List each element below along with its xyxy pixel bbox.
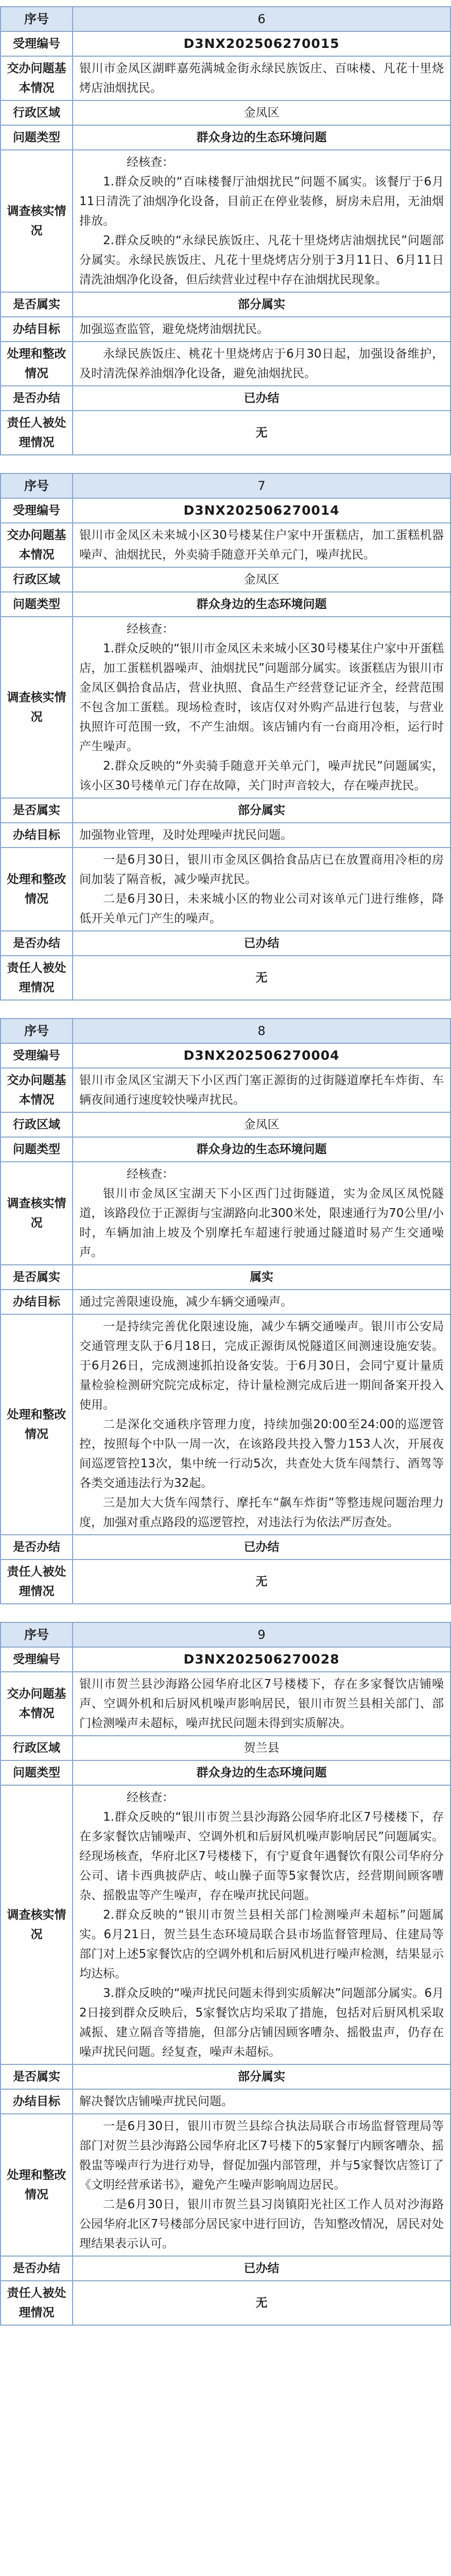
basic-info-value: 银川市金凤区宝湖天下小区西门塞正源街的过街隧道摩托车炸街、车辆夜间通行速度较快噪声扰民。	[73, 1068, 450, 1112]
separator	[0, 0, 451, 6]
investigation-paragraph: 经核查：	[127, 1791, 174, 1804]
seq-row	[1, 473, 450, 498]
case-no-label: 受理编号	[1, 1647, 73, 1672]
accountability-row	[1, 411, 450, 455]
handling-value	[73, 848, 450, 931]
accountability-label: 责任人被处理情况	[1, 1560, 73, 1604]
verified-label: 是否属实	[1, 798, 73, 823]
goal-label: 办结目标	[1, 317, 73, 342]
investigation-paragraph: 1.群众反映的“银川市金凤区未来城小区30号楼某住户家中开蛋糕店，加工蛋糕机器噪声、油烟扰民”问题部分属实。该蛋糕店为银川市金凤区偶拾食品店，营业执照、食品生产经营登记证齐全，经营范围不包含加工蛋糕。现场检查时，该店仅对外购产品进行包装，与营业执照许可范围一致，不产生油烟。该店铺内有一台商用冷柜，运行时产生噪声。	[79, 642, 444, 753]
goal-label: 办结目标	[1, 823, 73, 848]
closed-row	[1, 1535, 450, 1560]
accountability-row	[1, 2281, 450, 2325]
closed-label: 是否办结	[1, 2256, 73, 2281]
verified-value: 部分属实	[73, 798, 450, 823]
closed-value: 已办结	[73, 1535, 450, 1560]
goal-row	[1, 2089, 450, 2114]
accountability-row	[1, 1560, 450, 1604]
handling-paragraph: 一是持续完善优化限速设施，减少车辆交通噪声。银川市公安局交通管理支队于6月18日，完成正源街凤悦隧道区间测速设施安装。于6月26日，完成测速抓拍设备安装。于6月30日，会同宁夏计量质量检验检测研究院完成标定，待计量检测完成后进一期间备案开投入使用。	[79, 1320, 444, 1412]
case-card	[0, 473, 451, 1001]
case-no-value: D3NX202506270015	[73, 31, 450, 56]
case-no-row	[1, 1647, 450, 1672]
basic-info-row	[1, 56, 450, 100]
region-label: 行政区域	[1, 567, 73, 592]
seq-label: 序号	[1, 1019, 73, 1043]
handling-value	[73, 342, 450, 386]
investigation-paragraph: 经核查：	[127, 156, 174, 169]
case-no-label: 受理编号	[1, 1043, 73, 1068]
seq-value: 8	[73, 1019, 450, 1043]
handling-label: 处理和整改情况	[1, 848, 73, 931]
investigation-paragraph: 经核查：	[127, 1167, 174, 1181]
closed-label: 是否办结	[1, 386, 73, 411]
seq-value: 7	[73, 473, 450, 498]
category-row	[1, 125, 450, 150]
case-no-value: D3NX202506270014	[73, 498, 450, 523]
category-label: 问题类型	[1, 592, 73, 617]
handling-paragraph: 一是6月30日，银川市贺兰县综合执法局联合市场监督管理局等部门对贺兰县沙海路公园华府北区7号楼下的5家餐厅内顾客嘈杂、摇骰盅等噪声行为进行劝导，督促加强内部管理，并与5家餐饮店签订了《文明经营承诺书》，避免产生噪声影响周边居民。	[79, 2120, 444, 2192]
verified-row	[1, 798, 450, 823]
goal-row	[1, 823, 450, 848]
investigation-paragraph: 银川市金凤区宝湖天下小区西门过街隧道，实为金凤区凤悦隧道，该路段位于正源街与宝湖路向北300米处，限速通行为70公里/小时，车辆加油上坡及个别摩托车超速行驶通过隧道时易产生交通噪声。	[79, 1187, 444, 1259]
seq-row	[1, 7, 450, 31]
investigation-label: 调查核实情况	[1, 150, 73, 292]
closed-label: 是否办结	[1, 1535, 73, 1560]
case-no-label: 受理编号	[1, 498, 73, 523]
investigation-label: 调查核实情况	[1, 1162, 73, 1265]
case-no-label: 受理编号	[1, 31, 73, 56]
handling-paragraph: 永绿民族饭庄、桃花十里烧烤店于6月30日起，加强设备维护，及时清洗保养油烟净化设备，避免油烟扰民。	[79, 347, 444, 380]
basic-info-value: 银川市金凤区湖畔嘉苑满城金街永绿民族饭庄、百味楼、凡花十里烧烤店油烟扰民。	[73, 56, 450, 100]
verified-row	[1, 292, 450, 317]
category-label: 问题类型	[1, 125, 73, 150]
handling-row	[1, 1314, 450, 1535]
basic-info-value: 银川市贺兰县沙海路公园华府北区7号楼楼下，存在多家餐饮店铺噪声、空调外机和后厨风机噪声影响居民，银川市贺兰县相关部门、部门检测噪声未超标，噪声扰民问题未得到实质解决。	[73, 1672, 450, 1736]
case-card	[0, 6, 451, 455]
region-label: 行政区域	[1, 100, 73, 125]
handling-value	[73, 1314, 450, 1535]
region-row	[1, 1736, 450, 1760]
region-value: 金凤区	[73, 1112, 450, 1137]
investigation-value	[73, 1785, 450, 2064]
category-row	[1, 1760, 450, 1785]
investigation-value	[73, 150, 450, 292]
closed-label: 是否办结	[1, 931, 73, 956]
goal-value: 加强物业管理，及时处理噪声扰民问题。	[73, 823, 450, 848]
handling-row	[1, 848, 450, 931]
accountability-value: 无	[73, 956, 450, 1000]
goal-label: 办结目标	[1, 2089, 73, 2114]
basic-info-label: 交办问题基本情况	[1, 56, 73, 100]
case-no-value: D3NX202506270028	[73, 1647, 450, 1672]
investigation-paragraph: 1.群众反映的“银川市贺兰县沙海路公园华府北区7号楼楼下，存在多家餐饮店铺噪声、空调外机和后厨风机噪声影响居民”问题属实。经现场核查，华府北区7号楼楼下，有宁夏食年遇餐饮有限公司华府分公司、诸卡西典披萨店、岐山臊子面等5家餐饮店，经营期间顾客嘈杂、摇骰盅等产生噪声，存在噪声扰民问题。	[79, 1810, 444, 1902]
handling-paragraph: 二是6月30日，未来城小区的物业公司对该单元门进行维修，降低开关单元门产生的噪声。	[79, 892, 444, 925]
region-label: 行政区域	[1, 1112, 73, 1137]
basic-info-label: 交办问题基本情况	[1, 523, 73, 567]
investigation-row	[1, 1785, 450, 2064]
case-no-row	[1, 498, 450, 523]
category-row	[1, 1137, 450, 1162]
investigation-paragraph: 1.群众反映的“百味楼餐厅油烟扰民”问题不属实。该餐厅于6月11日清洗了油烟净化设备，目前正在停业装修，厨房未启用，无油烟排放。	[79, 175, 444, 228]
handling-label: 处理和整改情况	[1, 342, 73, 386]
handling-paragraph: 二是深化交通秩序管理力度，持续加强20:00至24:00的巡逻管控，按照每个中队一周一次，在该路段共投入警力153人次，开展夜间巡逻管控13次，集中统一行动5次，共查处大货车闯禁行、酒驾等各类交通违法行为32起。	[79, 1418, 444, 1490]
region-value: 金凤区	[73, 567, 450, 592]
basic-info-label: 交办问题基本情况	[1, 1068, 73, 1112]
handling-label: 处理和整改情况	[1, 2114, 73, 2256]
case-no-row	[1, 31, 450, 56]
closed-row	[1, 2256, 450, 2281]
seq-value: 6	[73, 7, 450, 31]
separator	[0, 1001, 451, 1018]
verified-label: 是否属实	[1, 2064, 73, 2089]
basic-info-row	[1, 1068, 450, 1112]
goal-value: 解决餐饮店铺噪声扰民问题。	[73, 2089, 450, 2114]
category-value: 群众身边的生态环境问题	[73, 125, 450, 150]
goal-value: 通过完善限速设施，减少车辆交通噪声。	[73, 1290, 450, 1314]
accountability-value: 无	[73, 1560, 450, 1604]
goal-value: 加强巡查监管，避免烧烤油烟扰民。	[73, 317, 450, 342]
handling-paragraph: 三是加大大货车闯禁行、摩托车“飙车炸街”等整违规问题治理力度，加强对重点路段的巡逻管控，对违法行为依法严厉查处。	[79, 1496, 444, 1529]
region-label: 行政区域	[1, 1736, 73, 1760]
verified-label: 是否属实	[1, 292, 73, 317]
closed-value: 已办结	[73, 931, 450, 956]
investigation-row	[1, 617, 450, 798]
basic-info-row	[1, 523, 450, 567]
region-row	[1, 100, 450, 125]
investigation-paragraph: 2.群众反映的“外卖骑手随意开关单元门，噪声扰民”问题属实，该小区30号楼单元门存在故障，关门时声音较大，存在噪声扰民。	[79, 759, 444, 792]
goal-row	[1, 317, 450, 342]
separator	[0, 1604, 451, 1622]
case-card	[0, 1018, 451, 1604]
category-label: 问题类型	[1, 1760, 73, 1785]
separator	[0, 455, 451, 473]
closed-value: 已办结	[73, 2256, 450, 2281]
seq-value: 9	[73, 1622, 450, 1647]
category-row	[1, 592, 450, 617]
investigation-label: 调查核实情况	[1, 1785, 73, 2064]
seq-row	[1, 1019, 450, 1043]
handling-paragraph: 二是6月30日，银川市贺兰县习岗镇阳光社区工作人员对沙海路公园华府北区7号楼部分居民家中进行回访，告知整改情况，居民对处理结果表示认可。	[79, 2198, 444, 2250]
investigation-value	[73, 617, 450, 798]
seq-row	[1, 1622, 450, 1647]
closed-value: 已办结	[73, 386, 450, 411]
basic-info-row	[1, 1672, 450, 1736]
accountability-label: 责任人被处理情况	[1, 411, 73, 455]
goal-label: 办结目标	[1, 1290, 73, 1314]
handling-row	[1, 2114, 450, 2256]
region-row	[1, 567, 450, 592]
accountability-value: 无	[73, 411, 450, 455]
region-value: 贺兰县	[73, 1736, 450, 1760]
verified-row	[1, 2064, 450, 2089]
investigation-paragraph: 2.群众反映的“永绿民族饭庄、凡花十里烧烤店油烟扰民”问题部分属实。永绿民族饭庄、凡花十里烧烤店分别于3月11日、6月11日清洗油烟净化设备，但后续营业过程中存在油烟扰民现象。	[79, 234, 444, 286]
handling-row	[1, 342, 450, 386]
verified-value: 部分属实	[73, 292, 450, 317]
handling-value	[73, 2114, 450, 2256]
category-label: 问题类型	[1, 1137, 73, 1162]
accountability-label: 责任人被处理情况	[1, 2281, 73, 2325]
verified-value: 属实	[73, 1265, 450, 1290]
investigation-value	[73, 1162, 450, 1265]
case-no-row	[1, 1043, 450, 1068]
investigation-label: 调查核实情况	[1, 617, 73, 798]
case-no-value: D3NX202506270004	[73, 1043, 450, 1068]
region-row	[1, 1112, 450, 1137]
accountability-row	[1, 956, 450, 1000]
region-value: 金凤区	[73, 100, 450, 125]
accountability-value: 无	[73, 2281, 450, 2325]
seq-label: 序号	[1, 1622, 73, 1647]
verified-label: 是否属实	[1, 1265, 73, 1290]
closed-row	[1, 931, 450, 956]
closed-row	[1, 386, 450, 411]
case-card	[0, 1622, 451, 2326]
investigation-paragraph: 3.群众反映的“噪声扰民问题未得到实质解决”问题部分属实。6月2日接到群众反映后，5家餐饮店均采取了措施，包括对后厨风机采取减振、建立隔音等措施，但部分店铺因顾客嘈杂、摇骰盅声，仍存在噪声扰民问题。经复查，噪声未超标。	[79, 1987, 444, 2059]
seq-label: 序号	[1, 7, 73, 31]
category-value: 群众身边的生态环境问题	[73, 592, 450, 617]
verified-row	[1, 1265, 450, 1290]
handling-label: 处理和整改情况	[1, 1314, 73, 1535]
verified-value: 部分属实	[73, 2064, 450, 2089]
category-value: 群众身边的生态环境问题	[73, 1137, 450, 1162]
investigation-row	[1, 150, 450, 292]
seq-label: 序号	[1, 473, 73, 498]
investigation-paragraph: 2.群众反映的“银川市贺兰县相关部门检测噪声未超标”问题属实。6月21日，贺兰县生态环境局联合县市场监督管理局、住建局等部门对上述5家餐饮店的空调外机和后厨风机进行噪声检测，结果显示均达标。	[79, 1908, 444, 1980]
investigation-paragraph: 经核查：	[127, 622, 174, 636]
accountability-label: 责任人被处理情况	[1, 956, 73, 1000]
basic-info-label: 交办问题基本情况	[1, 1672, 73, 1736]
category-value: 群众身边的生态环境问题	[73, 1760, 450, 1785]
investigation-row	[1, 1162, 450, 1265]
goal-row	[1, 1290, 450, 1314]
handling-paragraph: 一是6月30日，银川市金凤区偶拾食品店已在放置商用冷柜的房间加装了隔音板，减少噪声扰民。	[79, 853, 444, 886]
basic-info-value: 银川市金凤区未来城小区30号楼某住户家中开蛋糕店，加工蛋糕机器噪声、油烟扰民，外卖骑手随意开关单元门，噪声扰民。	[73, 523, 450, 567]
